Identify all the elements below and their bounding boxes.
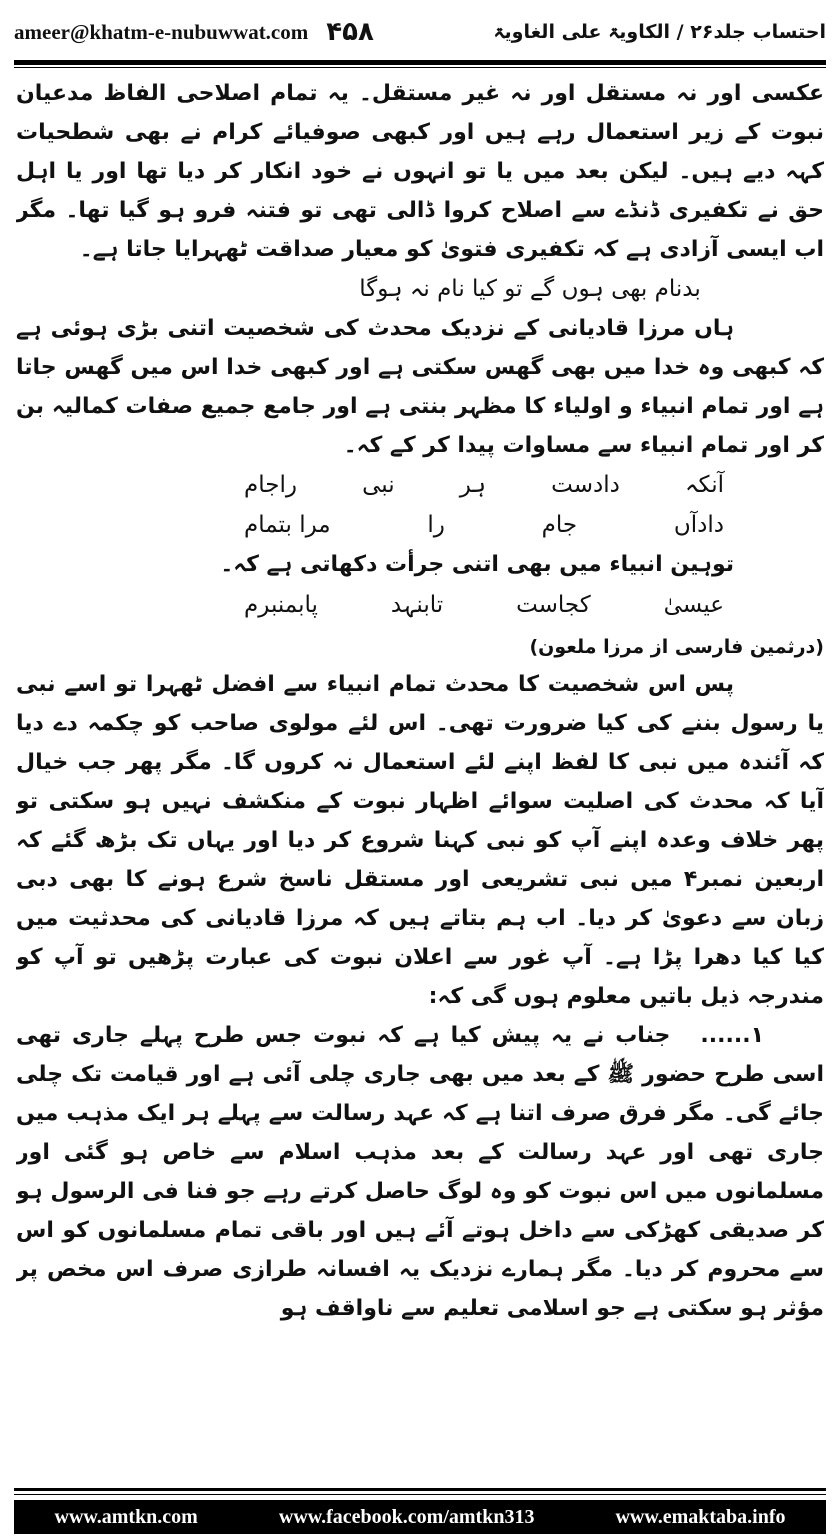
verse-word: دادست — [551, 472, 620, 498]
footer-rule-thin — [14, 1494, 826, 1495]
page-number: ۴۵۸ — [326, 17, 374, 47]
verse-word: آنکہ — [685, 472, 724, 498]
footer-link-facebook[interactable]: www.facebook.com/amtkn313 — [278, 1505, 535, 1528]
verse-word: تابنہد — [390, 592, 444, 618]
verse-word: مرا بتمام — [244, 512, 331, 538]
header-email: ameer@khatm-e-nubuwwat.com — [14, 19, 309, 44]
source-note: (درثمین فارسی از مرزا ملعون) — [529, 636, 824, 658]
footer-rule-thick — [14, 1488, 826, 1491]
verse-word: عیسیٰ — [663, 592, 724, 618]
header-left — [14, 17, 374, 47]
page-body — [16, 74, 824, 1454]
verse-word: را — [427, 512, 445, 538]
numbered-item-1 — [16, 1016, 824, 1328]
paragraph-1: عکسی اور نہ مستقل اور نہ غیر مستقل۔ یہ تمام اصلاحی الفاظ مدعیان نبوت کے زیر استعمال رہے ہیں اور کبھی صوفیائے کرام نے بھی شطحیات کہہ دیے ہیں۔ لیکن بعد میں یا تو انہوں نے خود انکار کر دیا تھا اور یا اہل حق نے تکفیری ڈنڈے سے اصلاح کروا ڈالی تھی تو فتنہ فرو ہو گیا تھا۔ مگر اب ایسی آزادی ہے کہ تکفیری فتویٰ کو معیار صداقت ٹھہرایا جاتا ہے۔ — [16, 81, 824, 262]
page-header — [14, 6, 826, 58]
footer-link-website[interactable]: www.amtkn.com — [54, 1505, 198, 1528]
running-head: احتساب جلد۲۶ / الکاویۃ علی الغاویۃ — [493, 21, 826, 43]
item-number: ۱...... — [700, 1023, 764, 1048]
verse-word: راجام — [244, 472, 297, 498]
verse-intro: توہین انبیاء میں بھی اتنی جرأت دکھاتی ہے کہ۔ — [220, 552, 734, 577]
paragraph-2: ہاں مرزا قادیانی کے نزدیک محدث کی شخصیت اتنی بڑی ہوئی ہے کہ کبھی وہ خدا میں بھی گھس سکتی ہے اور کبھی خدا اس میں گھس جاتا ہے اور تمام انبیاء و اولیاء کا مظہر بنتی ہے اور جامع جمیع صفات کمالیہ بن کر اور تمام انبیاء سے مساوات پیدا کر کے کہ۔ — [16, 316, 824, 458]
header-rule-thick — [14, 60, 826, 65]
page-footer — [14, 1500, 826, 1534]
footer-link-emaktaba[interactable]: www.emaktaba.info — [615, 1505, 786, 1528]
verse-word: ہر — [459, 472, 486, 498]
verse-word: نبی — [362, 472, 395, 498]
verse-word: کجاست — [516, 592, 591, 618]
verse-word: جام — [541, 512, 578, 538]
header-rule-thin — [14, 67, 826, 68]
verse-2-line-2 — [244, 505, 724, 545]
verse-3 — [244, 585, 724, 625]
verse-2-line-1 — [244, 465, 724, 505]
paragraph-3: پس اس شخصیت کا محدث تمام انبیاء سے افضل ٹھہرا تو اسے نبی یا رسول بننے کی کیا ضرورت تھی۔ اس لئے مولوی صاحب کو چکمہ دے دیا کہ آئندہ میں نبی کا لفظ اپنے لئے استعمال نہ کروں گا۔ مگر پھر جب خیال آیا کہ محدث کی اصلیت سوائے اظہار نبوت کے منکشف نہیں ہو سکتی تو پھر خلاف وعدہ اپنے آپ کو نبی کہنا شروع کر دیا اور یہاں تک بڑھ گئے کہ اربعین نمبر۴ میں نبی تشریعی اور مستقل ناسخ شرع ہونے کا بھی دبی زبان سے دعویٰ کر دیا۔ اب ہم بتاتے ہیں کہ مرزا قادیانی کی محدثیت میں کیا کیا دھرا پڑا ہے۔ آپ غور سے اعلان نبوت کی عبارت پڑھیں تو آپ کو مندرجہ ذیل باتیں معلوم ہوں گی کہ: — [16, 672, 824, 1009]
item-text: جناب نے یہ پیش کیا ہے کہ نبوت جس طرح پہلے جاری تھی اسی طرح حضور ﷺ کے بعد میں بھی جاری چلی آئی ہے اور قیامت تک چلی جائے گی۔ مگر فرق صرف اتنا ہے کہ عہد رسالت سے پہلے ہر ایک مذہب میں جاری تھی اور عہد رسالت کے بعد مذہب اسلام سے خاص ہو گئی اور مسلمانوں میں اس نبوت کو وہ لوگ حاصل کرتے رہے جو فنا فی الرسول ہو کر صدیقی کھڑکی سے داخل ہوتے آئے ہیں اور باقی تمام مسلمانوں کو اس سے محروم کر دیا۔ مگر ہمارے نزدیک یہ افسانہ طرازی صرف اس مخص پر مؤثر ہو سکتی ہے جو اسلامی تعلیم سے ناواقف ہو — [16, 1023, 824, 1321]
verse-1: بدنام بھی ہوں گے تو کیا نام نہ ہوگا — [359, 276, 701, 302]
verse-word: دادآں — [673, 512, 724, 538]
verse-word: پابمنبرم — [244, 592, 318, 618]
